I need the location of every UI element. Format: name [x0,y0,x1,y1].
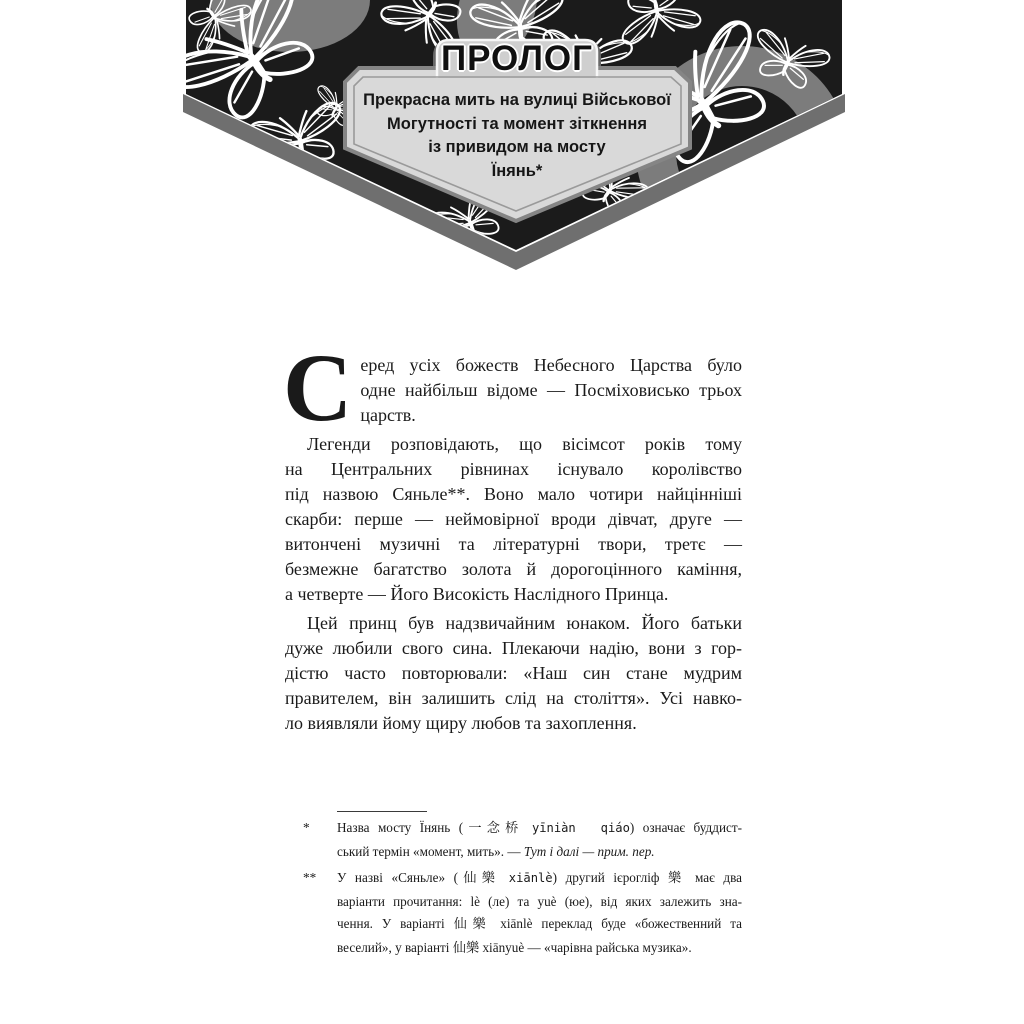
text-line: під назвою Сяньле**. Воно мало чотири найцінніші [285,484,742,504]
paragraph [285,611,742,736]
footnote-line [337,913,742,937]
text-line: одне найбільш відоме — Посміховисько трьох [360,380,742,400]
footnote-line [337,891,742,914]
text-line: витончені музичні та літературні твори, третє — [285,534,742,554]
chapter-header-banner [0,0,1024,272]
footnote-run: варіанти прочитання: lè (ле) та yuè (юе), від яких залежить зна- [337,893,742,909]
chapter-title: ПРОЛОГ [440,39,593,78]
badge-subtitle-line: Прекрасна мить на вулиці Військової [363,91,671,109]
footnote-run: ський термін «момент, мить». — [337,843,524,859]
drop-cap: С [283,334,353,441]
text-line: еред усіх божеств Небесного Царства було [360,355,742,375]
footnote-body [337,867,742,960]
footnote-body [337,817,742,863]
footnote-run-cjk: 仙樂 [452,940,480,956]
footnote-run-cjk: 仙樂 [458,871,501,887]
footnote-line [337,817,742,841]
text-line: ло виявляли йому щиру любов та захоплення. [285,713,637,733]
footnote-run-cjk: 仙樂 [453,917,492,933]
badge-subtitle [357,89,677,183]
badge-subtitle-line: із привидом на мосту [428,138,606,156]
footnote-rule [337,811,427,812]
footnote-run: Назва мосту Їнянь ( [337,820,464,835]
text-line: дуже любили свого сина. Плекаючи надію, вони з гор- [285,638,742,658]
footnote-marker: ** [303,870,317,886]
footnote-run-mono: yīniàn qiáo [531,821,630,835]
text-line: а четверте — Його Високість Наслідного Принца. [285,584,669,604]
footnote-run: має два [686,870,743,886]
text-line: скарби: перше — неймовірної вроди дівчат, друге — [285,509,742,529]
footnote-run-mono: xiānlè [508,871,553,886]
footnote-run-cjk: 樂 [668,871,687,887]
text-line: Цей принц був надзвичайним юнаком. Його батьки [307,613,742,633]
footnotes [285,800,742,961]
text-line: на Центральних рівнинах існувало королівство [285,459,742,479]
footnote-run-cjk: 一念桥 [463,821,524,836]
badge-subtitle-line: Їнянь* [491,161,543,180]
paragraph [283,334,742,441]
footnote-line [337,937,742,961]
footnote-marker: * [303,820,310,835]
text-line: безмежне багатство золота й дорогоцінного каміння, [285,559,742,579]
paragraph [285,432,742,607]
footnote-run: веселий», у варіанті [337,939,453,955]
footnote-run: xiānyuè — «чарівна райська музика». [479,939,692,955]
text-line: правителем, він залишить слід на століття». Усі навко- [285,688,742,708]
footnote-run: xiānlè переклад буде «божественний та [491,916,742,932]
footnote-run: У назві «Сяньле» ( [337,870,459,886]
footnote-line [337,841,742,864]
body-text [283,334,742,740]
footnote-run: ) другий ієрогліф [552,870,669,886]
text-line: дістю часто повторювали: «Наш син стане мудрим [285,663,742,683]
footnote-run-italic: Тут і далі — прим. пер. [523,843,655,859]
footnote-run: чення. У варіанті [337,916,454,932]
footnote-run [523,820,531,835]
text-line: царств. [360,405,416,425]
footnote [285,817,742,863]
text-line: Легенди розповідають, що вісімсот років тому [307,434,742,454]
badge-subtitle-line: Могутності та момент зіткнення [387,114,647,133]
footnote-run [500,870,509,885]
footnote [285,867,742,960]
footnote-run: ) означає буддист- [629,820,743,835]
footnote-line [337,867,742,891]
